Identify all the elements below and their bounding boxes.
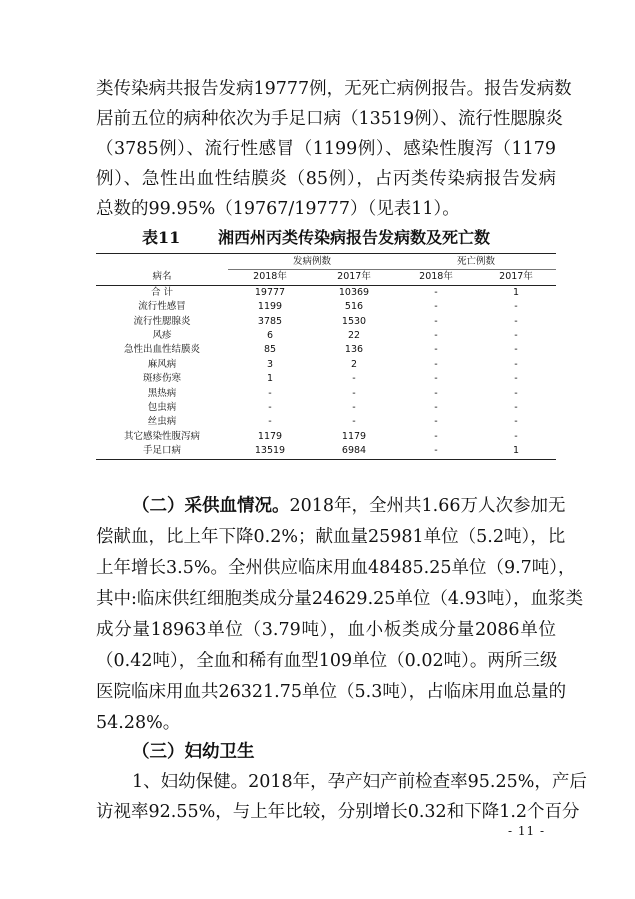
header-cases-2018: 2018年	[228, 270, 312, 285]
table-row	[96, 343, 556, 357]
header-cases-2017: 2017年	[312, 270, 396, 285]
cell-c2018: 3785	[257, 315, 283, 327]
cell-d2018: -	[434, 301, 438, 313]
blood-line-1	[132, 491, 566, 521]
intro-line-2: 居前五位的病种依次为手足口病（13519例）、流行性腮腺炎	[96, 109, 563, 129]
cell-d2017: 1	[512, 286, 520, 298]
table-body	[96, 285, 556, 459]
cell-c2017: -	[352, 416, 356, 428]
header-cases-group: 发病例数	[228, 254, 396, 270]
cell-c2017: -	[352, 373, 356, 385]
header-deaths-group: 死亡例数	[396, 254, 556, 270]
cell-c2018: 1199	[257, 301, 283, 313]
table-row	[96, 329, 556, 343]
cell-d2017: -	[514, 315, 518, 327]
table-row	[96, 285, 556, 300]
cell-name: 急性出血性结膜炎	[123, 344, 200, 356]
cell-name: 麻风病	[147, 358, 177, 370]
cell-c2017: 1179	[341, 430, 367, 442]
cell-name: 合 计	[150, 286, 174, 298]
intro-line-5: 总数的99.95%（19767/19777）（见表11）。	[96, 199, 460, 219]
maternal-line-2: 访视率92.55%，与上年比较，分别增长0.32和下降1.2个百分	[96, 802, 580, 822]
cell-c2018: 19777	[254, 286, 286, 298]
cell-name: 包虫病	[147, 402, 177, 414]
table-row	[96, 430, 556, 444]
cell-d2018: -	[434, 315, 438, 327]
cell-d2018: -	[434, 387, 438, 399]
cell-c2017: 22	[347, 330, 361, 342]
cell-name: 斑疹伤寒	[142, 373, 181, 385]
cell-d2017: -	[514, 301, 518, 313]
cell-c2017: 6984	[312, 444, 396, 459]
cell-c2018: 85	[263, 344, 277, 356]
blood-line-5: 成分量18963单位（3.79吨），血小板类成分量2086单位	[96, 620, 556, 640]
table-row	[96, 444, 556, 459]
cell-c2018: -	[268, 387, 272, 399]
blood-line-8: 54.28%。	[96, 713, 181, 733]
cell-c2018: 13519	[228, 444, 312, 459]
table-row	[96, 315, 556, 329]
cell-name: 黑热病	[147, 387, 177, 399]
cell-c2017: 1530	[341, 315, 367, 327]
table-row	[96, 358, 556, 372]
cell-c2018: 6	[266, 330, 274, 342]
cell-d2018: -	[434, 344, 438, 356]
cell-c2018: 3	[266, 358, 274, 370]
cell-d2018: -	[434, 358, 438, 370]
blood-line-7: 医院临床用血共26321.75单位（5.3吨），占临床用血总量的	[96, 682, 567, 702]
blood-line-1-text: 2018年，全州共1.66万人次参加无	[289, 496, 566, 516]
cell-c2018: 1179	[257, 430, 283, 442]
intro-line-1: 类传染病共报告发病19777例，无死亡病例报告。报告发病数	[96, 79, 572, 99]
maternal-heading: （三）妇幼卫生	[132, 742, 255, 762]
header-deaths-2017: 2017年	[476, 270, 556, 285]
maternal-line-1: 1、妇幼保健。2018年，孕产妇产前检查率95.25%，产后	[132, 772, 587, 792]
disease-table	[96, 253, 556, 460]
cell-name: 手足口病	[96, 444, 228, 459]
cell-d2017: -	[514, 402, 518, 414]
cell-d2017: -	[514, 387, 518, 399]
cell-name: 其它感染性腹泻病	[123, 430, 200, 442]
cell-c2017: 2	[350, 358, 358, 370]
cell-d2017: -	[514, 344, 518, 356]
cell-d2017: -	[514, 358, 518, 370]
cell-d2017: -	[514, 330, 518, 342]
cell-c2017: -	[352, 402, 356, 414]
blood-line-2: 偿献血，比上年下降0.2%；献血量25981单位（5.2吨），比	[96, 527, 566, 547]
intro-line-4: 例）、急性出血性结膜炎（85例），占丙类传染病报告发病	[96, 169, 556, 189]
cell-d2017: -	[514, 416, 518, 428]
cell-c2017: 516	[344, 301, 364, 313]
cell-c2018: 1	[266, 373, 274, 385]
cell-name: 流行性腮腺炎	[133, 315, 191, 327]
table-row	[96, 415, 556, 429]
blood-heading: （二）采供血情况。	[132, 496, 290, 516]
cell-d2018: -	[434, 416, 438, 428]
table-row	[96, 300, 556, 314]
header-deaths-2018: 2018年	[396, 270, 476, 285]
cell-d2018: -	[434, 402, 438, 414]
page-number: - 11 -	[508, 824, 546, 838]
cell-c2018: -	[268, 402, 272, 414]
cell-d2018: -	[434, 430, 438, 442]
table-row	[96, 372, 556, 386]
cell-c2017: 136	[344, 344, 364, 356]
cell-d2017: -	[514, 373, 518, 385]
blood-line-4: 其中:临床供红细胞类成分量24629.25单位（4.93吨），血浆类	[96, 589, 584, 609]
table-title: 湘西州丙类传染病报告发病数及死亡数	[218, 228, 491, 247]
cell-d2018: -	[434, 373, 438, 385]
blood-line-6: （0.42吨），全血和稀有血型109单位（0.02吨）。两所三级	[96, 651, 558, 671]
intro-line-3: （3785例）、流行性感冒（1199例）、感染性腹泻（1179	[96, 139, 556, 159]
table-number: 表11	[142, 228, 181, 247]
cell-c2017: 10369	[338, 286, 370, 298]
cell-d2018: -	[434, 330, 438, 342]
header-blank	[96, 254, 228, 270]
cell-c2018: -	[268, 416, 272, 428]
cell-name: 丝虫病	[147, 416, 177, 428]
cell-d2017: 1	[476, 444, 556, 459]
blood-line-3: 上年增长3.5%。全州供应临床用血48485.25单位（9.7吨），	[96, 558, 576, 578]
cell-d2018: -	[434, 286, 438, 298]
cell-d2017: -	[514, 430, 518, 442]
table-row	[96, 401, 556, 415]
table-row	[96, 387, 556, 401]
cell-name: 流行性感冒	[138, 301, 186, 313]
cell-name: 风疹	[152, 330, 172, 342]
header-disease: 病名	[96, 270, 228, 285]
table-caption	[96, 226, 556, 250]
cell-d2018: -	[396, 444, 476, 459]
cell-c2017: -	[352, 387, 356, 399]
